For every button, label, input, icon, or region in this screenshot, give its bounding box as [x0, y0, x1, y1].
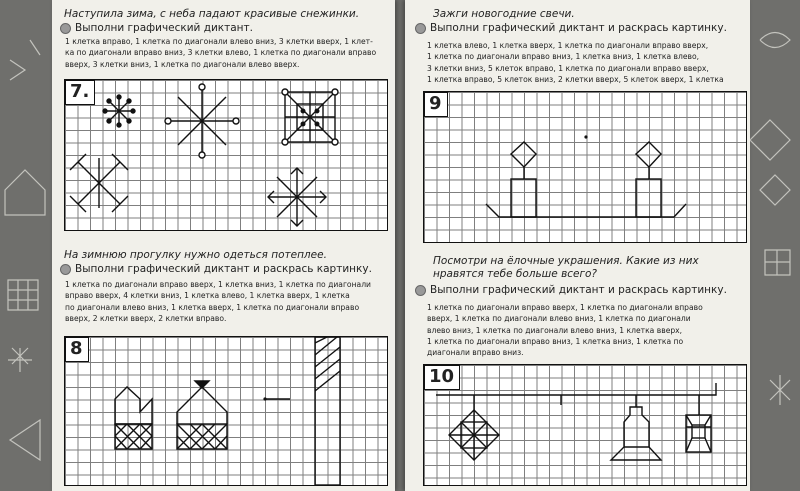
- exercise-number: 7.: [65, 80, 95, 105]
- dictation-line: диагонали вправо вниз.: [427, 348, 524, 358]
- section-heading: Зажги новогодние свечи.: [433, 8, 575, 20]
- section-heading: Наступила зима, с неба падают красивые снежинки.: [64, 8, 360, 20]
- snowflake-square: [282, 89, 338, 145]
- dictation-line: по диагонали влево вниз, 1 клетка вверх, 1 клетка по диагонали вправо: [65, 302, 360, 312]
- section-heading: Посмотри на ёлочные украшения. Какие из них нравятся тебе больше всего?: [433, 255, 699, 280]
- task-instruction: [415, 22, 727, 34]
- section-heading: На зимнюю прогулку нужно одеться потеплее.: [64, 249, 327, 261]
- exercise-number: 10: [424, 365, 460, 390]
- snowflake-cross: [70, 154, 128, 212]
- exercise-7-grid: [64, 79, 388, 231]
- task-label: Выполни графический диктант и раскрась картинку.: [430, 284, 727, 296]
- snowflake-arrows: [268, 168, 326, 226]
- task-label: Выполни графический диктант и раскрась картинку.: [75, 263, 372, 275]
- dictation-line: ка по диагонали вправо вниз, 3 клетки влево, 1 клетка по диагонали вправо: [65, 48, 377, 58]
- dictation-line: вверх, 2 клетки вверх, 2 клетки вправо.: [65, 313, 227, 323]
- bullet-icon: [60, 264, 71, 275]
- exercise-8-grid: [64, 336, 388, 486]
- bullet-icon: [415, 23, 426, 34]
- snowflakes-drawing: [65, 80, 387, 230]
- right-page: [405, 0, 750, 491]
- candle-stand: [486, 204, 686, 217]
- mittens-drawing: [65, 337, 387, 485]
- dictation-line: 1 клетка по диагонали вправо вниз, 1 клетка вниз, 1 клетка по: [427, 336, 684, 346]
- dictation-text: [427, 40, 724, 85]
- candle-right: [636, 142, 661, 217]
- exercise-number: 8: [65, 337, 89, 362]
- ornament-square: [686, 395, 711, 452]
- task-instruction: [60, 22, 253, 34]
- dictation-line: 1 клетка по диагонали вправо вниз, 1 клетка вниз, 1 клетка влево,: [427, 52, 700, 62]
- dictation-line: 1 клетка вправо, 1 клетка по диагонали влево вниз, 3 клетки вверх, 1 клет-: [65, 37, 373, 46]
- dictation-line: 3 клетки вниз, 5 клеток вправо, 1 клетка по диагонали вправо вверх,: [427, 63, 709, 73]
- snowflake-large: [165, 84, 239, 158]
- dictation-text: [427, 302, 703, 358]
- ornament-diamond: [449, 395, 499, 460]
- candle-left: [511, 142, 536, 217]
- dictation-line: вверх, 3 клетки вниз, 1 клетка по диагонали влево вверх.: [65, 59, 300, 69]
- dictation-text: [65, 279, 371, 324]
- candles-drawing: [424, 92, 746, 242]
- garland-line: [436, 383, 716, 395]
- dictation-line: 1 клетка по диагонали вправо вверх, 1 клетка вниз, 1 клетка по диагонали: [65, 280, 371, 289]
- dictation-text: [65, 36, 376, 70]
- task-label: Выполни графический диктант.: [75, 22, 253, 34]
- dictation-line: 1 клетка влево, 1 клетка вверх, 1 клетка по диагонали вправо вверх,: [427, 41, 709, 50]
- exercise-9-grid: [423, 91, 747, 243]
- exercise-number: 9: [424, 92, 448, 117]
- scarf: [315, 337, 340, 485]
- ornaments-drawing: [424, 365, 746, 485]
- hat: [177, 381, 227, 449]
- task-instruction: [415, 284, 727, 296]
- bullet-icon: [415, 285, 426, 296]
- task-label: Выполни графический диктант и раскрась картинку.: [430, 22, 727, 34]
- dictation-line: вправо вверх, 4 клетки вниз, 1 клетка влево, 1 клетка вверх, 1 клетка: [65, 291, 350, 301]
- ornament-bell: [611, 395, 661, 460]
- dictation-line: влево вниз, 1 клетка по диагонали влево вниз, 1 клетка вверх,: [427, 325, 683, 335]
- mitten: [115, 387, 152, 449]
- dictation-line: вверх, 1 клетка по диагонали влево вниз, 1 клетка по диагонали: [427, 314, 691, 324]
- task-instruction: [60, 263, 372, 275]
- left-page: [52, 0, 395, 491]
- dictation-line: 1 клетка вправо, 5 клеток вниз, 2 клетки вверх, 5 клеток вверх, 1 клетка: [427, 74, 724, 84]
- bullet-icon: [60, 23, 71, 34]
- dictation-line: 1 клетка по диагонали вправо вверх, 1 клетка по диагонали вправо: [427, 303, 703, 312]
- exercise-10-grid: [423, 364, 747, 486]
